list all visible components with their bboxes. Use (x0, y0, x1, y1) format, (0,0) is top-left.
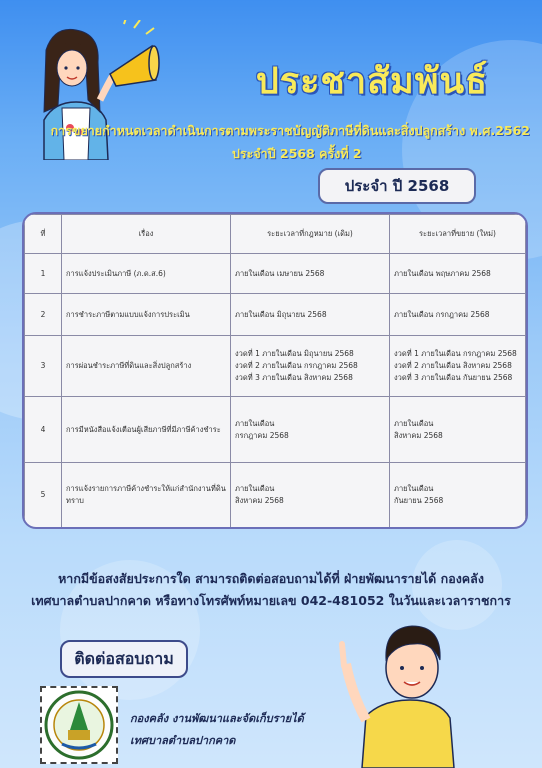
table-row (25, 397, 526, 463)
row-new: ภายในเดือน สิงหาคม 2568 (390, 397, 526, 463)
row-topic: การชำระภาษีตามแบบแจ้งการประเมิน (62, 294, 231, 336)
row-topic: การมีหนังสือแจ้งเตือนผู้เสียภาษีที่มีภาษีค้างชำระ (62, 397, 231, 463)
municipality-seal-icon (40, 686, 118, 764)
department-line-1: กองคลัง งานพัฒนาและจัดเก็บรายได้ (130, 712, 304, 725)
row-topic: การแจ้งรายการภาษีค้างชำระให้แก่สำนักงานที่ดินทราบ (62, 463, 231, 528)
col-header-new: ระยะเวลาที่ขยาย (ใหม่) (390, 215, 526, 254)
page-title: ประชาสัมพันธ์ (255, 61, 489, 102)
row-old: ภายในเดือน มิถุนายน 2568 (231, 294, 390, 336)
row-no: 2 (25, 294, 62, 336)
table-row (25, 254, 526, 294)
contact-line-2: เทศบาลตำบลปากคาด หรือทางโทรศัพท์หมายเลข 042-481052 ในวันและเวลาราชการ (31, 593, 511, 608)
schedule-table-card (22, 212, 528, 529)
page-subtitle: การขยายกำหนดเวลาดำเนินการตามพระราชบัญญัติภาษีที่ดินและสิ่งปลูกสร้าง พ.ศ.2562 (50, 123, 530, 138)
row-no: 1 (25, 254, 62, 294)
year-badge: ประจำ ปี 2568 (318, 168, 476, 204)
row-no: 5 (25, 463, 62, 528)
row-new: ภายในเดือน กรกฎาคม 2568 (390, 294, 526, 336)
col-header-old: ระยะเวลาที่กฎหมาย (เดิม) (231, 215, 390, 254)
row-old: ภายในเดือน สิงหาคม 2568 (231, 463, 390, 528)
row-old: ภายในเดือน เมษายน 2568 (231, 254, 390, 294)
row-new: ภายในเดือน พฤษภาคม 2568 (390, 254, 526, 294)
contact-line-1: หากมีข้อสงสัยประการใด สามารถติดต่อสอบถามได้ที่ ฝ่ายพัฒนารายได้ กองคลัง (58, 571, 484, 586)
row-old: งวดที่ 1 ภายในเดือน มิถุนายน 2568 งวดที่ 2 ภายในเดือน กรกฎาคม 2568 งวดที่ 3 ภายในเดือน สิงหาคม 2568 (231, 336, 390, 397)
page-subline: ประจำปี 2568 ครั้งที่ 2 (232, 146, 362, 161)
boy-pointing-illustration (332, 604, 482, 768)
department-info (130, 708, 304, 752)
row-new: งวดที่ 1 ภายในเดือน กรกฎาคม 2568 งวดที่ 2 ภายในเดือน สิงหาคม 2568 งวดที่ 3 ภายในเดือน กันยายน 2568 (390, 336, 526, 397)
table-row (25, 463, 526, 528)
col-header-no: ที่ (25, 215, 62, 254)
col-header-topic: เรื่อง (62, 215, 231, 254)
contact-button[interactable]: ติดต่อสอบถาม (60, 640, 188, 678)
row-old: ภายในเดือน กรกฎาคม 2568 (231, 397, 390, 463)
table-header-row (25, 215, 526, 254)
table-row (25, 336, 526, 397)
row-topic: การแจ้งประเมินภาษี (ภ.ด.ส.6) (62, 254, 231, 294)
table-row (25, 294, 526, 336)
row-no: 3 (25, 336, 62, 397)
department-line-2: เทศบาลตำบลปากคาด (130, 734, 236, 747)
schedule-table (24, 214, 526, 528)
row-no: 4 (25, 397, 62, 463)
row-topic: การผ่อนชำระภาษีที่ดินและสิ่งปลูกสร้าง (62, 336, 231, 397)
row-new: ภายในเดือน กันยายน 2568 (390, 463, 526, 528)
